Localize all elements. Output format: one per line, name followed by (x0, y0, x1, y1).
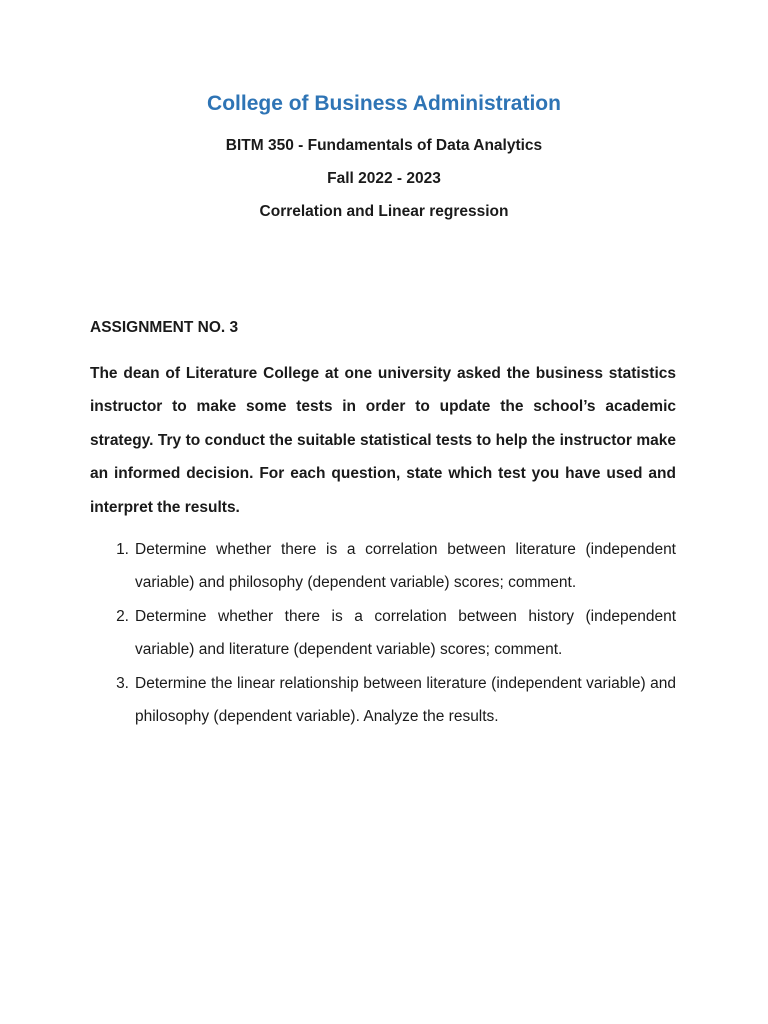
question-number: 3. (116, 674, 129, 692)
topic-label: Correlation and Linear regression (259, 203, 509, 220)
question-item-3 (90, 667, 676, 734)
question-number: 2. (116, 607, 129, 625)
assignment-heading: ASSIGNMENT NO. 3 (90, 319, 239, 336)
course-title: BITM 350 - Fundamentals of Data Analytics (225, 137, 543, 154)
college-title: College of Business Administration (207, 92, 561, 115)
assignment-intro: The dean of Literature College at one university asked the business statistics instructor to make some tests in order to update the school’s academic strategy. Try to conduct the suitable statistical tests to help the instructor make an informed decision. For each question, state which test you have used and interpret the results. (90, 365, 676, 516)
question-list (90, 533, 676, 733)
term-label: Fall 2022 - 2023 (327, 170, 441, 187)
question-number: 1. (116, 541, 129, 558)
question-text: Determine whether there is a correlation between literature (independent variable) and philosophy (dependent variable) scores; comment. (135, 541, 676, 592)
question-item-2 (90, 600, 676, 667)
question-text: Determine whether there is a correlation between history (independent variable) and literature (dependent variable) scores; comment. (135, 607, 676, 659)
question-item-1 (90, 533, 676, 600)
question-text: Determine the linear relationship between literature (independent variable) and philosophy (dependent variable). Analyze the results. (135, 674, 676, 726)
